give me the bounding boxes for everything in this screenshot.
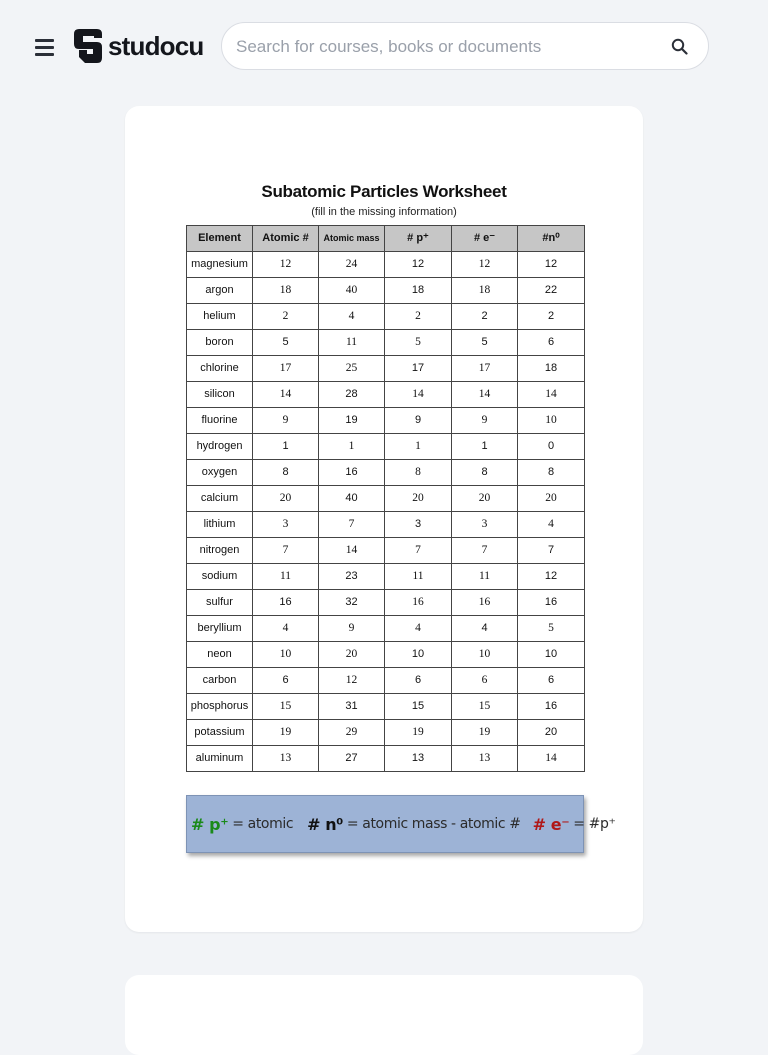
element-name-cell: calcium — [187, 486, 253, 512]
element-name-cell: sodium — [187, 564, 253, 590]
value-cell: 16 — [452, 590, 518, 616]
value-cell: 27 — [319, 746, 385, 772]
search-icon[interactable] — [671, 38, 688, 55]
value-cell: 18 — [385, 278, 452, 304]
value-cell: 2 — [253, 304, 319, 330]
table-row — [187, 408, 585, 434]
value-cell: 10 — [518, 408, 585, 434]
proton-label: # p⁺ — [191, 814, 229, 834]
element-name-cell: silicon — [187, 382, 253, 408]
value-cell: 4 — [319, 304, 385, 330]
value-cell: 28 — [319, 382, 385, 408]
hamburger-menu-icon[interactable] — [35, 38, 54, 57]
table-row — [187, 304, 585, 330]
value-cell: 24 — [319, 252, 385, 278]
element-name-cell: chlorine — [187, 356, 253, 382]
document-subtitle: (fill in the missing information) — [311, 206, 457, 218]
value-cell: 40 — [319, 486, 385, 512]
document-title: Subatomic Particles Worksheet — [261, 182, 507, 201]
element-name-cell: oxygen — [187, 460, 253, 486]
value-cell: 20 — [518, 486, 585, 512]
element-name-cell: carbon — [187, 668, 253, 694]
value-cell: 6 — [518, 668, 585, 694]
top-bar — [0, 0, 768, 92]
table-row — [187, 720, 585, 746]
electron-rule: = #p⁺ — [573, 816, 616, 832]
column-header: # p⁺ — [385, 226, 452, 252]
value-cell: 11 — [319, 330, 385, 356]
table-row — [187, 252, 585, 278]
value-cell: 22 — [518, 278, 585, 304]
neutron-rule: = atomic mass - atomic # — [346, 816, 521, 832]
formula-legend — [186, 795, 616, 853]
value-cell: 16 — [518, 590, 585, 616]
value-cell: 2 — [452, 304, 518, 330]
value-cell: 19 — [452, 720, 518, 746]
value-cell: 31 — [319, 694, 385, 720]
value-cell: 7 — [518, 538, 585, 564]
value-cell: 1 — [385, 434, 452, 460]
column-header: Atomic mass — [319, 226, 385, 252]
value-cell: 12 — [518, 252, 585, 278]
value-cell: 9 — [253, 408, 319, 434]
element-name-cell: helium — [187, 304, 253, 330]
table-row — [187, 330, 585, 356]
table-row — [187, 642, 585, 668]
value-cell: 10 — [385, 642, 452, 668]
value-cell: 12 — [385, 252, 452, 278]
proton-rule: = atomic — [232, 816, 294, 832]
value-cell: 19 — [253, 720, 319, 746]
element-name-cell: boron — [187, 330, 253, 356]
value-cell: 20 — [452, 486, 518, 512]
value-cell: 16 — [518, 694, 585, 720]
table-row — [187, 538, 585, 564]
table-row — [187, 746, 585, 772]
value-cell: 6 — [452, 668, 518, 694]
value-cell: 1 — [253, 434, 319, 460]
value-cell: 5 — [253, 330, 319, 356]
value-cell: 15 — [452, 694, 518, 720]
value-cell: 19 — [319, 408, 385, 434]
value-cell: 6 — [253, 668, 319, 694]
value-cell: 14 — [518, 382, 585, 408]
value-cell: 18 — [518, 356, 585, 382]
value-cell: 29 — [319, 720, 385, 746]
column-header: Element — [187, 226, 253, 252]
element-name-cell: neon — [187, 642, 253, 668]
value-cell: 18 — [253, 278, 319, 304]
value-cell: 3 — [253, 512, 319, 538]
value-cell: 12 — [452, 252, 518, 278]
value-cell: 12 — [319, 668, 385, 694]
table-row — [187, 668, 585, 694]
value-cell: 32 — [319, 590, 385, 616]
column-header: #n⁰ — [518, 226, 585, 252]
table-row — [187, 512, 585, 538]
value-cell: 40 — [319, 278, 385, 304]
value-cell: 11 — [253, 564, 319, 590]
table-row — [187, 434, 585, 460]
element-name-cell: fluorine — [187, 408, 253, 434]
value-cell: 10 — [253, 642, 319, 668]
table-row — [187, 278, 585, 304]
value-cell: 5 — [518, 616, 585, 642]
value-cell: 14 — [518, 746, 585, 772]
studocu-logo-icon — [72, 27, 104, 65]
value-cell: 16 — [253, 590, 319, 616]
element-name-cell: phosphorus — [187, 694, 253, 720]
neutron-label: # n⁰ — [307, 814, 343, 834]
studocu-logo[interactable] — [72, 27, 204, 65]
column-header: # e⁻ — [452, 226, 518, 252]
value-cell: 23 — [319, 564, 385, 590]
value-cell: 8 — [452, 460, 518, 486]
value-cell: 8 — [518, 460, 585, 486]
value-cell: 3 — [452, 512, 518, 538]
table-row — [187, 590, 585, 616]
value-cell: 14 — [452, 382, 518, 408]
value-cell: 4 — [518, 512, 585, 538]
table-row — [187, 356, 585, 382]
table-row — [187, 460, 585, 486]
value-cell: 10 — [452, 642, 518, 668]
value-cell: 5 — [385, 330, 452, 356]
search-input[interactable] — [234, 33, 658, 61]
next-document-page — [125, 975, 643, 1055]
value-cell: 20 — [253, 486, 319, 512]
value-cell: 14 — [253, 382, 319, 408]
value-cell: 17 — [452, 356, 518, 382]
value-cell: 7 — [385, 538, 452, 564]
element-name-cell: nitrogen — [187, 538, 253, 564]
value-cell: 7 — [319, 512, 385, 538]
table-row — [187, 564, 585, 590]
element-name-cell: magnesium — [187, 252, 253, 278]
electron-label: # e⁻ — [532, 814, 570, 834]
value-cell: 7 — [253, 538, 319, 564]
value-cell: 17 — [253, 356, 319, 382]
value-cell: 9 — [385, 408, 452, 434]
value-cell: 7 — [452, 538, 518, 564]
value-cell: 8 — [385, 460, 452, 486]
element-name-cell: hydrogen — [187, 434, 253, 460]
value-cell: 20 — [319, 642, 385, 668]
value-cell: 10 — [518, 642, 585, 668]
worksheet-table — [186, 225, 585, 772]
value-cell: 16 — [385, 590, 452, 616]
value-cell: 4 — [452, 616, 518, 642]
element-name-cell: potassium — [187, 720, 253, 746]
value-cell: 14 — [319, 538, 385, 564]
value-cell: 1 — [452, 434, 518, 460]
value-cell: 6 — [518, 330, 585, 356]
table-row — [187, 694, 585, 720]
element-name-cell: beryllium — [187, 616, 253, 642]
value-cell: 2 — [518, 304, 585, 330]
element-name-cell: sulfur — [187, 590, 253, 616]
value-cell: 1 — [319, 434, 385, 460]
element-name-cell: argon — [187, 278, 253, 304]
value-cell: 13 — [253, 746, 319, 772]
value-cell: 14 — [385, 382, 452, 408]
table-row — [187, 382, 585, 408]
value-cell: 15 — [253, 694, 319, 720]
value-cell: 4 — [385, 616, 452, 642]
value-cell: 17 — [385, 356, 452, 382]
value-cell: 2 — [385, 304, 452, 330]
value-cell: 9 — [319, 616, 385, 642]
column-header: Atomic # — [253, 226, 319, 252]
value-cell: 15 — [385, 694, 452, 720]
value-cell: 20 — [518, 720, 585, 746]
value-cell: 12 — [518, 564, 585, 590]
value-cell: 12 — [253, 252, 319, 278]
brand-name: studocu — [108, 31, 204, 61]
table-row — [187, 486, 585, 512]
value-cell: 9 — [452, 408, 518, 434]
table-body — [187, 252, 585, 772]
document-preview-page — [125, 106, 643, 932]
value-cell: 0 — [518, 434, 585, 460]
table-header-row — [187, 226, 585, 252]
value-cell: 3 — [385, 512, 452, 538]
value-cell: 20 — [385, 486, 452, 512]
element-name-cell: lithium — [187, 512, 253, 538]
search-bar[interactable] — [221, 22, 709, 70]
value-cell: 6 — [385, 668, 452, 694]
value-cell: 11 — [452, 564, 518, 590]
value-cell: 11 — [385, 564, 452, 590]
value-cell: 5 — [452, 330, 518, 356]
value-cell: 19 — [385, 720, 452, 746]
value-cell: 8 — [253, 460, 319, 486]
value-cell: 25 — [319, 356, 385, 382]
value-cell: 18 — [452, 278, 518, 304]
value-cell: 4 — [253, 616, 319, 642]
value-cell: 13 — [385, 746, 452, 772]
table-row — [187, 616, 585, 642]
value-cell: 16 — [319, 460, 385, 486]
value-cell: 13 — [452, 746, 518, 772]
element-name-cell: aluminum — [187, 746, 253, 772]
